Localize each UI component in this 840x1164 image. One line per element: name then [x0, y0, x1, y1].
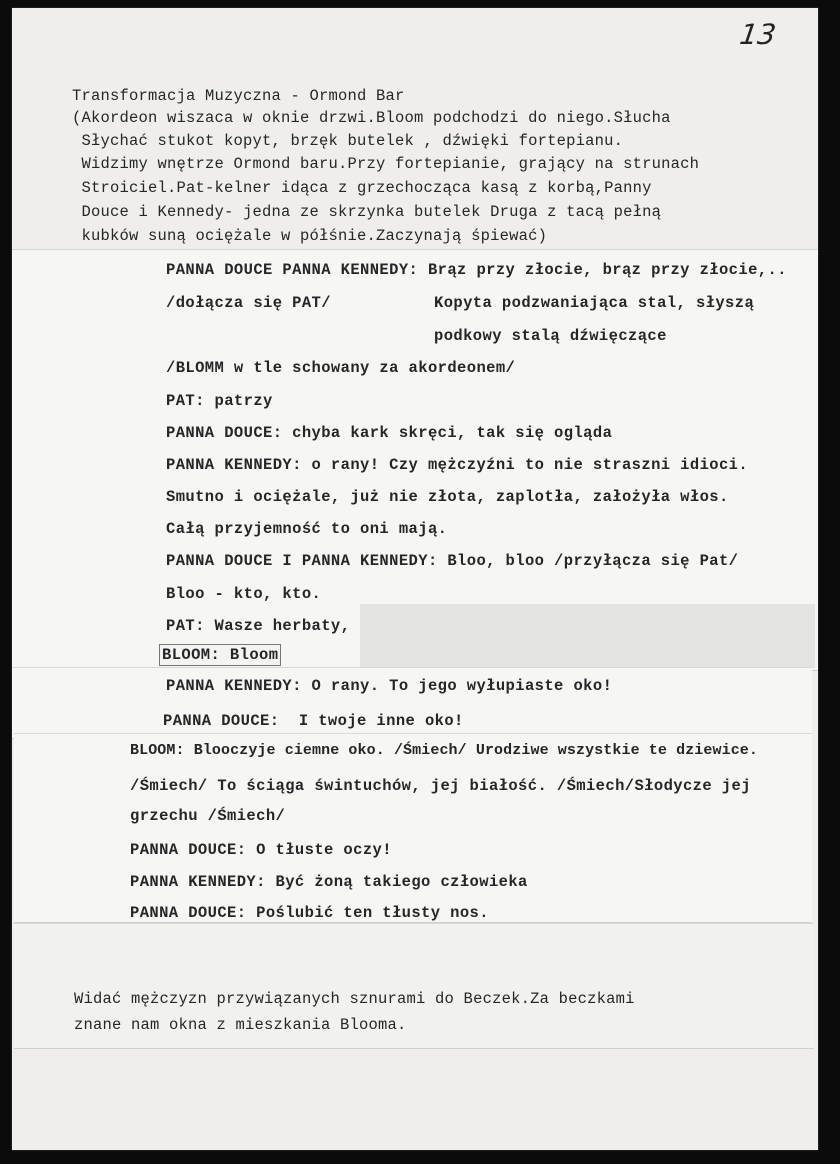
dialogue-line: PANNA DOUCE: chyba kark skręci, tak się ogląda [166, 424, 613, 442]
page-number: 13 [737, 18, 778, 51]
pasted-slip-3 [14, 734, 812, 922]
dialogue-line: PAT: Wasze herbaty, [166, 617, 351, 635]
stage-direction-line: Widzimy wnętrze Ormond baru.Przy fortepianie, grający na strunach [72, 155, 700, 173]
stage-direction-line: Stroiciel.Pat-kelner idąca z grzechocząca kasą z korbą,Panny [72, 179, 652, 197]
stage-direction-line: Słychać stukot kopyt, brzęk butelek , dźwięki fortepianu. [72, 132, 624, 150]
dialogue-line: PAT: patrzy [166, 392, 273, 410]
dialogue-line: Kopyta podzwaniająca stal, słyszą [434, 294, 755, 312]
dialogue-line: PANNA DOUCE: O tłuste oczy! [130, 841, 392, 859]
dialogue-line: podkowy stalą dźwięczące [434, 327, 667, 345]
dialogue-line: PANNA DOUCE: Poślubić ten tłusty nos. [130, 904, 489, 922]
stage-direction-line: kubków suną ociężale w półśnie.Zaczynają śpiewać) [72, 227, 548, 245]
dialogue-line: /Śmiech/ To ściąga świntuchów, jej białość. /Śmiech/Słodycze jej [130, 777, 751, 795]
closing-stage-direction: Widać mężczyzn przywiązanych sznurami do Beczek.Za beczkami [74, 990, 635, 1008]
dialogue-line: Smutno i ociężale, już nie złota, zaplotła, założyła włos. [166, 488, 729, 506]
stage-direction-line: (Akordeon wiszaca w oknie drzwi.Bloom podchodzi do niego.Słucha [72, 109, 671, 127]
stage-direction-line: Douce i Kennedy- jedna ze skrzynka butelek Druga z tacą pełną [72, 203, 662, 221]
dialogue-line: PANNA KENNEDY: Być żoną takiego człowieka [130, 873, 528, 891]
scene-title: Transformacja Muzyczna - Ormond Bar [72, 87, 405, 105]
dialogue-line: grzechu /Śmiech/ [130, 807, 286, 825]
dialogue-line: PANNA DOUCE PANNA KENNEDY: Brąz przy złocie, brąz przy złocie,.. [166, 261, 787, 279]
dialogue-line: /dołącza się PAT/ [166, 294, 331, 312]
dialogue-line: PANNA KENNEDY: O rany. To jego wyłupiaste oko! [166, 677, 613, 695]
dialogue-line: PANNA DOUCE: I twoje inne oko! [163, 712, 464, 730]
dialogue-line: /BLOMM w tle schowany za akordeonem/ [166, 359, 516, 377]
dialogue-line: PANNA DOUCE I PANNA KENNEDY: Bloo, bloo /przyłącza się Pat/ [166, 552, 739, 570]
dialogue-line: PANNA KENNEDY: o rany! Czy mężczyźni to nie straszni idioci. [166, 456, 749, 474]
dialogue-line-boxed: BLOOM: Bloom [162, 646, 279, 664]
dialogue-line: Całą przyjemność to oni mają. [166, 520, 448, 538]
slip-shadow-area [360, 604, 815, 668]
closing-stage-direction: znane nam okna z mieszkania Blooma. [74, 1016, 407, 1034]
dialogue-line: Bloo - kto, kto. [166, 585, 322, 603]
dialogue-line: BLOOM: Blooczyje ciemne oko. /Śmiech/ Urodziwe wszystkie te dziewice. [130, 742, 759, 759]
